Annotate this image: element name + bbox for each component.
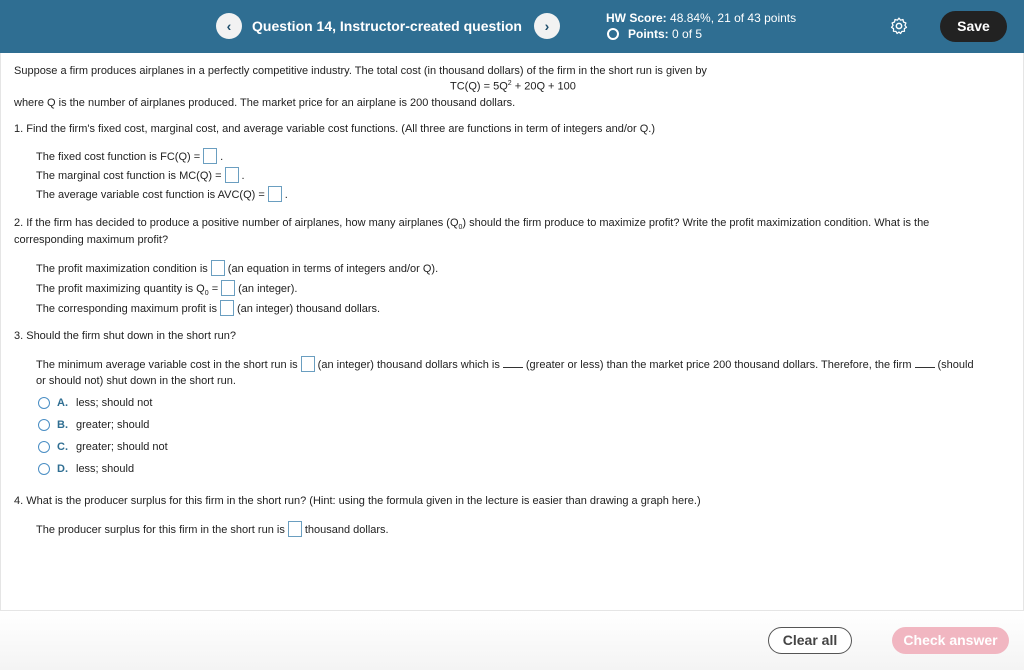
condition-label: The profit maximization condition is xyxy=(36,262,208,275)
header-bar xyxy=(0,0,1024,53)
mc-period: . xyxy=(241,169,245,182)
mc-answer-box[interactable] xyxy=(225,167,239,183)
option-c-text: greater; should not xyxy=(76,441,168,453)
shutdown-blank xyxy=(915,359,935,368)
points-circle-icon xyxy=(607,28,619,40)
save-button[interactable]: Save xyxy=(940,11,1007,42)
profit-label: The corresponding maximum profit is xyxy=(36,302,217,315)
part2-question-line2: corresponding maximum profit? xyxy=(14,234,169,246)
part4-question: 4. What is the producer surplus for this firm in the short run? (Hint: using the formula given in the lecture is easier than drawing a graph here.) xyxy=(14,495,701,507)
quantity-answer-box[interactable] xyxy=(221,280,235,296)
problem-where: where Q is the number of airplanes produced. The market price for an airplane is 200 thousand dollars. xyxy=(14,97,516,109)
shutdown-sentence-line2: or should not) shut down in the short run. xyxy=(36,375,236,387)
fc-row xyxy=(36,149,223,165)
problem-intro: Suppose a firm produces airplanes in a perfectly competitive industry. The total cost (in thousand dollars) of the firm in the short run is given by xyxy=(14,65,707,77)
avc-label: The average variable cost function is AVC(Q) = xyxy=(36,188,265,201)
condition-answer-box[interactable] xyxy=(211,260,225,276)
tc-left: TC(Q) = 5Q xyxy=(450,80,508,93)
option-d-letter: D. xyxy=(57,463,68,475)
clear-all-button[interactable]: Clear all xyxy=(768,627,852,654)
fc-period: . xyxy=(220,150,224,163)
option-c-letter: C. xyxy=(57,441,68,453)
tc-right: + 20Q + 100 xyxy=(514,80,576,93)
points-value: 0 of 5 xyxy=(672,27,703,41)
condition-hint: (an equation in terms of integers and/or Q). xyxy=(227,262,439,275)
part3-question: 3. Should the firm shut down in the short run? xyxy=(14,330,236,342)
chevron-right-icon: › xyxy=(544,18,550,34)
question-title: Question 14, Instructor-created question xyxy=(252,18,522,34)
profit-row xyxy=(36,301,380,317)
shutdown-sentence-c: (greater or less) than the market price 200 thousand dollars. Therefore, the firm xyxy=(525,358,912,371)
profit-answer-box[interactable] xyxy=(220,300,234,316)
radio-circle-icon[interactable] xyxy=(38,397,50,409)
option-a-text: less; should not xyxy=(76,397,153,409)
quantity-label: The profit maximizing quantity is Q xyxy=(36,282,205,295)
avc-period: . xyxy=(284,188,288,201)
gear-icon[interactable] xyxy=(889,16,909,36)
part2-question xyxy=(14,217,929,231)
quantity-sub: 0 xyxy=(204,290,209,298)
fc-label: The fixed cost function is FC(Q) = xyxy=(36,150,201,163)
avc-answer-box[interactable] xyxy=(268,186,282,202)
option-b-text: greater; should xyxy=(76,419,150,431)
radio-circle-icon[interactable] xyxy=(38,463,50,475)
option-b[interactable] xyxy=(38,419,149,431)
ps-hint: thousand dollars. xyxy=(304,523,389,536)
quantity-equals: = xyxy=(208,282,219,295)
radio-circle-icon[interactable] xyxy=(38,419,50,431)
ps-row xyxy=(36,522,389,538)
min-avc-answer-box[interactable] xyxy=(301,356,315,372)
option-c[interactable] xyxy=(38,441,168,453)
points-label: Points: xyxy=(628,27,669,41)
next-question-button[interactable] xyxy=(534,13,560,39)
question-content xyxy=(0,53,1024,611)
ps-answer-box[interactable] xyxy=(288,521,302,537)
fc-answer-box[interactable] xyxy=(203,148,217,164)
shutdown-sentence xyxy=(36,357,974,373)
condition-row xyxy=(36,261,438,277)
part2-question-pre: 2. If the firm has decided to produce a positive number of airplanes, how many airplanes (Q xyxy=(14,217,459,229)
mc-label: The marginal cost function is MC(Q) = xyxy=(36,169,222,182)
tc-exponent: 2 xyxy=(507,80,512,87)
profit-hint: (an integer) thousand dollars. xyxy=(236,302,381,315)
option-a-letter: A. xyxy=(57,397,68,409)
option-d-text: less; should xyxy=(76,463,135,475)
shutdown-sentence-a: The minimum average variable cost in the short run is xyxy=(36,358,298,371)
ps-label: The producer surplus for this firm in the short run is xyxy=(36,523,285,536)
footer-bar xyxy=(0,611,1024,670)
quantity-row xyxy=(36,281,297,297)
previous-question-button[interactable] xyxy=(216,13,242,39)
quantity-hint: (an integer). xyxy=(238,282,298,295)
option-a[interactable] xyxy=(38,397,152,409)
part2-question-sub: 0 xyxy=(458,224,463,232)
shutdown-sentence-b: (an integer) thousand dollars which is xyxy=(317,358,500,371)
mc-row xyxy=(36,168,245,184)
hw-score-value: 48.84%, 21 of 43 points xyxy=(670,11,797,25)
hw-score xyxy=(606,11,796,25)
avc-row xyxy=(36,187,288,203)
check-answer-button[interactable]: Check answer xyxy=(892,627,1009,654)
chevron-left-icon: ‹ xyxy=(226,18,232,34)
hw-score-label: HW Score: xyxy=(606,11,667,25)
points xyxy=(606,27,702,41)
radio-circle-icon[interactable] xyxy=(38,441,50,453)
tc-equation xyxy=(450,80,576,93)
option-b-letter: B. xyxy=(57,419,68,431)
part2-question-post: ) should the firm produce to maximize profit? Write the profit maximization condition. What is the xyxy=(462,217,930,229)
comparison-blank xyxy=(503,359,523,368)
part1-question: 1. Find the firm's fixed cost, marginal cost, and average variable cost functions. (All three are functions in term of integers and/or Q.) xyxy=(14,123,656,135)
shutdown-sentence-d: (should xyxy=(937,358,974,371)
option-d[interactable] xyxy=(38,463,134,475)
